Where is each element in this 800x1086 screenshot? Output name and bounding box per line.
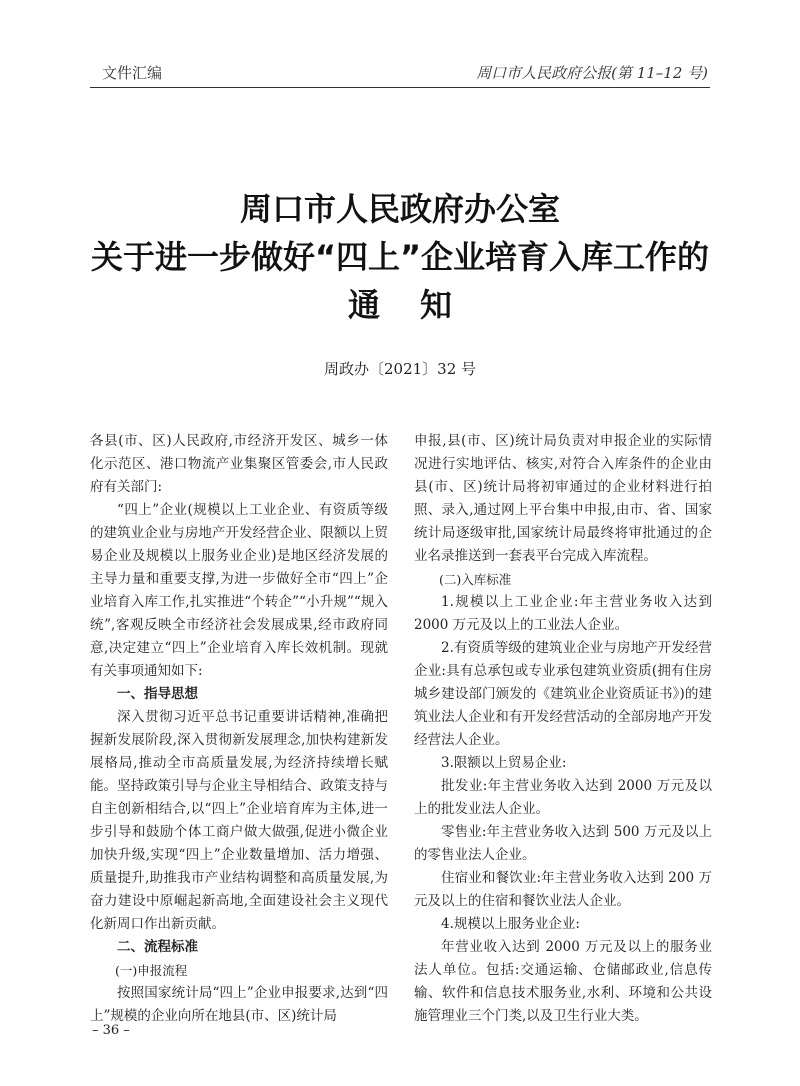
subsection-heading: (二)入库标准	[439, 572, 512, 587]
body-paragraph: 年营业收入达到 2000 万元及以上的服务业法人单位。包括:交通运输、仓储邮政业,信息传输、软件和信息技术服务业,水利、环境和公共设施管理业三个门类,以及卫生行业大类。	[414, 939, 712, 1024]
body-paragraph: 住宿业和餐饮业:年主营业务收入达到 200 万元及以上的住宿和餐饮业法人企业。	[414, 870, 712, 909]
addressee-paragraph: 各县(市、区)人民政府,市经济开发区、城乡一体化示范区、港口物流产业集聚区管委会,市人民政府有关部门:	[90, 433, 388, 495]
header-divider	[90, 87, 710, 88]
document-number: 周政办〔2021〕32 号	[323, 360, 477, 378]
body-column-right	[414, 430, 712, 1028]
body-paragraph: 按照国家统计局“四上”企业申报要求,达到“四上”规模的企业向所在地县(市、区)统计局	[90, 985, 388, 1024]
body-paragraph: 深入贯彻习近平总书记重要讲话精神,准确把握新发展阶段,深入贯彻新发展理念,加快构建新发展格局,推动全市高质量发展,为经济持续增长赋能。坚持政策引导与企业主导相结合、政策支持与自主创新相结合,以“四上”企业培育库为主体,进一步引导和鼓励个体工商户做大做强,促进小微企业加快升级,实现“四上”企业数量增加、活力增强、质量提升,助推我市产业结构调整和高质量发展,为奋力建设中原崛起新高地,全面建设社会主义现代化新周口作出新贡献。	[90, 709, 388, 932]
section-heading: 二、流程标准	[117, 939, 198, 955]
body-paragraph: 批发业:年主营业务收入达到 2000 万元及以上的批发业法人企业。	[414, 778, 712, 817]
body-paragraph: 2.有资质等级的建筑业企业与房地产开发经营企业:具有总承包或专业承包建筑业资质(拥有住房城乡建设部门颁发的《建筑业企业资质证书》)的建筑业法人企业和有开发经营活动的全部房地产开发经营法人企业。	[414, 640, 712, 748]
subsection-heading: (一)申报流程	[115, 963, 188, 978]
title-line-3: 通知	[347, 286, 492, 324]
section-heading: 一、指导思想	[117, 686, 198, 702]
title-line-2: 关于进一步做好“四上”企业培育入库工作的	[90, 238, 710, 276]
body-paragraph: 零售业:年主营业务收入达到 500 万元及以上的零售业法人企业。	[414, 824, 712, 863]
title-line-1: 周口市人民政府办公室	[239, 190, 560, 228]
body-paragraph: 3.限额以上贸易企业:	[441, 755, 567, 771]
body-column-left	[90, 430, 388, 1028]
body-paragraph-continued: 申报,县(市、区)统计局负责对申报企业的实际情况进行实地评估、核实,对符合入库条件的企业由县(市、区)统计局将初审通过的企业材料进行拍照、录入,通过网上平台集中申报,由市、省、国家统计局逐级审批,国家统计局最终将审批通过的企业名录推送到一套表平台完成入库流程。	[414, 433, 712, 564]
body-paragraph: “四上”企业(规模以上工业企业、有资质等级的建筑业企业与房地产开发经营企业、限额以上贸易企业及规模以上服务业企业)是地区经济发展的主导力量和重要支撑,为进一步做好全市“四上”企业培育入库工作,扎实推进“个转企”“小升规”“规入统”,客观反映全市经济社会发展成果,经市政府同意,决定建立“四上”企业培育入库长效机制。现就有关事项通知如下:	[90, 502, 388, 679]
running-header-publication: 周口市人民政府公报(第 11–12 号)	[476, 64, 708, 82]
running-header-section: 文件汇编	[102, 64, 163, 82]
page-number: – 36 –	[92, 1023, 130, 1038]
body-paragraph: 4.规模以上服务业企业:	[441, 916, 580, 932]
body-paragraph: 1.规模以上工业企业:年主营业务收入达到 2000 万元及以上的工业法人企业。	[414, 594, 712, 633]
